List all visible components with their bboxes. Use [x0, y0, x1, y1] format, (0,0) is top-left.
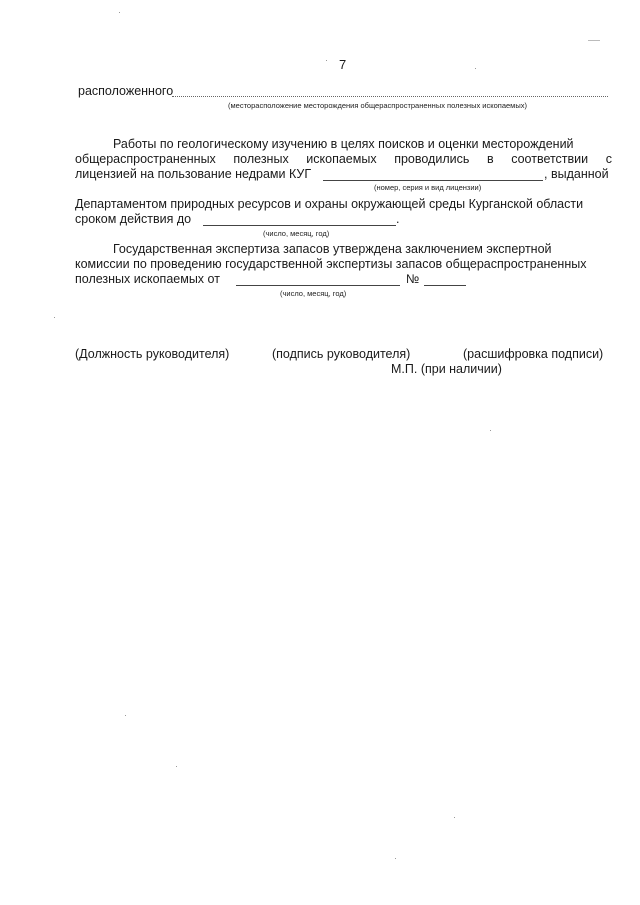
location-label: расположенного	[78, 84, 174, 98]
signature-sign: (подпись руководителя)	[272, 347, 411, 361]
p2-line1: Государственная экспертиза запасов утверждена заключением экспертной	[113, 242, 552, 256]
p1-line2: общераспространенных полезных ископаемых проводились в соответствии с	[75, 152, 612, 166]
p1-line3-start: лицензией на пользование недрами КУГ	[75, 167, 312, 181]
location-fill-line	[172, 96, 608, 97]
scan-speck	[326, 60, 327, 61]
signature-decoding: (расшифровка подписи)	[463, 347, 604, 361]
p1-line5-start: сроком действия до	[75, 212, 192, 226]
validity-caption: (число, месяц, год)	[263, 229, 330, 238]
signature-position: (Должность руководителя)	[75, 347, 230, 361]
scan-speck	[125, 715, 126, 716]
p1-line1: Работы по геологическому изучению в целях поисков и оценки месторождений	[113, 137, 574, 151]
scan-speck	[119, 12, 120, 13]
scan-speck	[490, 430, 491, 431]
expertise-date-fill-line	[236, 285, 400, 286]
page-number: 7	[339, 57, 347, 72]
license-caption: (номер, серия и вид лицензии)	[374, 183, 482, 192]
p1-line4: Департаментом природных ресурсов и охраны окружающей среды Курганской области	[75, 197, 584, 211]
signature-stamp: М.П. (при наличии)	[391, 362, 502, 376]
location-caption: (месторасположение месторождения общераспространенных полезных ископаемых)	[228, 101, 527, 110]
p2-line3-start: полезных ископаемых от	[75, 272, 220, 286]
scan-speck	[475, 68, 476, 69]
p2-line2: комиссии по проведению государственной экспертизы запасов общераспространенных	[75, 257, 587, 271]
scan-speck	[454, 817, 455, 818]
p2-number-sign: №	[406, 272, 420, 286]
license-fill-line	[323, 180, 543, 181]
expertise-number-fill-line	[424, 285, 466, 286]
p1-line5-end: .	[396, 212, 400, 226]
scan-speck	[588, 40, 600, 41]
expertise-date-caption: (число, месяц, год)	[280, 289, 347, 298]
scan-speck	[395, 858, 396, 859]
scan-speck	[54, 317, 55, 318]
p1-line3-end: , выданной	[544, 167, 609, 181]
scan-speck	[176, 766, 177, 767]
validity-fill-line	[203, 225, 396, 226]
